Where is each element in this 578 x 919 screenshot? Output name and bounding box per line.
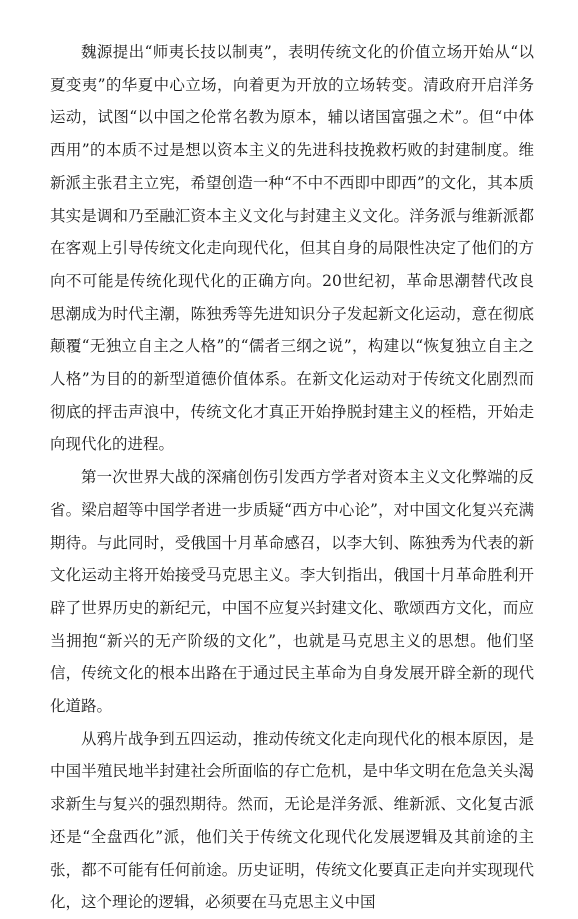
paragraph-opium-war: 从鸦片战争到五四运动，推动传统文化走向现代化的根本原因，是中国半殖民地半封建社会所面临的存亡危机，是中华文明在危急关头渴求新生与复兴的强烈期待。然而，无论是洋务派、维新派、文化复古派还是“全盘西化”派，他们关于传统文化现代化发展逻辑及其前途的主张，都不可能有任何前途。历史证明，传统文化要真正走向并实现现代化，这个理论的逻辑，必须要在马克思主义中国 <box>50 729 534 912</box>
paragraph-world-war: 第一次世界大战的深痛创伤引发西方学者对资本主义文化弊端的反省。梁启超等中国学者进一步质疑“西方中心论”，对中国文化复兴充满期待。与此同时，受俄国十月革命感召，以李大钊、陈独秀为代表的新文化运动主将开始接受马克思主义。李大钊指出，俄国十月革命胜利开辟了世界历史的新纪元，中国不应复兴封建文化、歌颂西方文化，而应当拥抱“新兴的无产阶级的文化”，也就是马克思主义的思想。他们坚信，传统文化的根本出路在于通过民主革命为自身发展开辟全新的现代化道路。 <box>50 468 534 716</box>
document-page <box>50 36 534 919</box>
paragraph-wei-yuan: 魏源提出“师夷长技以制夷”，表明传统文化的价值立场开始从“以夏变夷”的华夏中心立场，向着更为开放的立场转变。清政府开启洋务运动，试图“以中国之伦常名教为原本，辅以诸国富强之术”。但“中体西用”的本质不过是想以资本主义的先进科技挽救朽败的封建制度。维新派主张君主立宪，希望创造一种“不中不西即中即西”的文化，其本质其实是调和乃至融汇资本主义文化与封建主义文化。洋务派与维新派都在客观上引导传统文化走向现代化，但其自身的局限性决定了他们的方向不可能是传统化现代化的正确方向。20世纪初，革命思潮替代改良思潮成为时代主潮，陈独秀等先进知识分子发起新文化运动，意在彻底颠覆“无独立自主之人格”的“儒者三纲之说”，构建以“恢复独立自主之人格”为目的的新型道德价值体系。在新文化运动对于传统文化剧烈而彻底的抨击声浪中，传统文化才真正开始挣脱封建主义的桎梏，开始走向现代化的进程。 <box>50 43 534 454</box>
